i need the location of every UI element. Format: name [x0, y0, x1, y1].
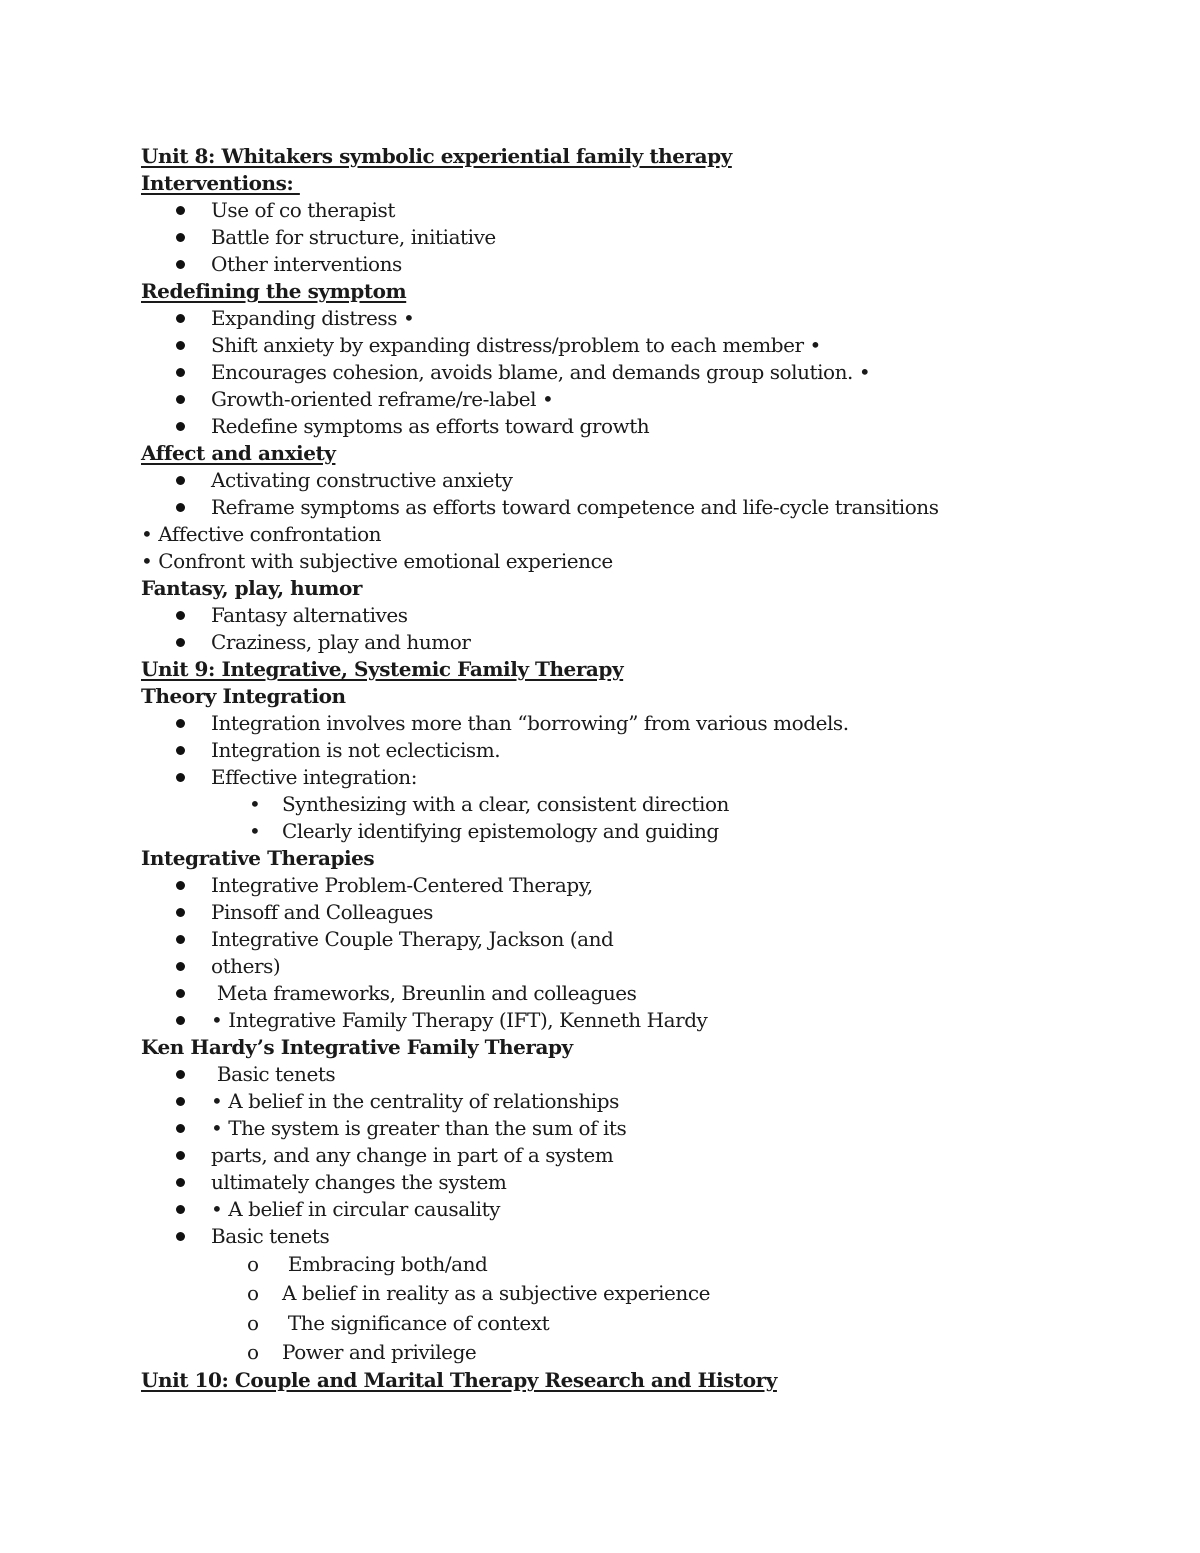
- list-item: Growth-oriented reframe/re-label •: [141, 386, 1141, 413]
- bullet-icon: [176, 1178, 185, 1187]
- list-item: Shift anxiety by expanding distress/problem to each member •: [141, 332, 1141, 359]
- bullet-icon: [176, 1151, 185, 1160]
- bullet-icon: [176, 422, 185, 431]
- bullet-icon: [176, 341, 185, 350]
- plain-line: • Affective confrontation: [141, 522, 382, 546]
- list-item: Activating constructive anxiety: [141, 467, 1141, 494]
- nested-list-item: o Power and privilege: [141, 1338, 1141, 1367]
- bullet-icon: [176, 611, 185, 620]
- bullet-icon: [176, 503, 185, 512]
- nested-list-item: o Embracing both/and: [141, 1250, 1141, 1279]
- small-bullet-icon: •: [249, 819, 261, 843]
- interventions-heading: Interventions:: [141, 171, 300, 195]
- list-item: Integration involves more than “borrowing” from various models.: [141, 710, 1141, 737]
- integrative-therapies-heading: Integrative Therapies: [141, 846, 375, 870]
- bullet-icon: [176, 233, 185, 242]
- bullet-icon: [176, 719, 185, 728]
- list-item: Integrative Couple Therapy, Jackson (and: [141, 926, 1141, 953]
- bullet-icon: [176, 476, 185, 485]
- bullet-icon: [176, 368, 185, 377]
- bullet-icon: [176, 773, 185, 782]
- small-bullet-icon: •: [249, 792, 261, 816]
- list-item: Basic tenets: [141, 1061, 1141, 1088]
- unit-9-heading: Unit 9: Integrative, Systemic Family Therapy: [141, 657, 624, 681]
- list-item: Meta frameworks, Breunlin and colleagues: [141, 980, 1141, 1007]
- bullet-icon: [176, 962, 185, 971]
- list-item: • A belief in circular causality: [141, 1196, 1141, 1223]
- circle-bullet-icon: o: [247, 1281, 259, 1306]
- unit-8-heading: Unit 8: Whitakers symbolic experiential family therapy: [141, 144, 732, 168]
- list-item: Encourages cohesion, avoids blame, and demands group solution. •: [141, 359, 1141, 386]
- circle-bullet-icon: o: [247, 1310, 259, 1335]
- bullet-icon: [176, 746, 185, 755]
- bullet-icon: [176, 1016, 185, 1025]
- bullet-icon: [176, 206, 185, 215]
- bullet-icon: [176, 260, 185, 269]
- nested-list-item: • Synthesizing with a clear, consistent direction: [249, 792, 729, 816]
- list-item: Pinsoff and Colleagues: [141, 899, 1141, 926]
- list-item: Effective integration:: [141, 764, 1141, 791]
- bullet-icon: [176, 314, 185, 323]
- list-item: Expanding distress •: [141, 305, 1141, 332]
- circle-bullet-icon: o: [247, 1252, 259, 1276]
- unit-10-heading: Unit 10: Couple and Marital Therapy Research and History: [141, 1368, 777, 1393]
- theory-integration-heading: Theory Integration: [141, 684, 346, 708]
- list-item: Craziness, play and humor: [141, 629, 1141, 656]
- bullet-icon: [176, 1232, 185, 1241]
- list-item: Basic tenets: [141, 1223, 1141, 1250]
- ken-hardy-heading: Ken Hardy’s Integrative Family Therapy: [141, 1035, 573, 1059]
- list-item: Fantasy alternatives: [141, 602, 1141, 629]
- list-item: others): [141, 953, 1141, 980]
- list-item: • Integrative Family Therapy (IFT), Kenneth Hardy: [141, 1007, 1141, 1034]
- list-item: Use of co therapist: [141, 197, 1141, 224]
- list-item: Redefine symptoms as efforts toward growth: [141, 413, 1141, 440]
- bullet-icon: [176, 908, 185, 917]
- document-page: [141, 143, 1141, 1394]
- list-item: parts, and any change in part of a system: [141, 1142, 1141, 1169]
- list-item: • The system is greater than the sum of its: [141, 1115, 1141, 1142]
- bullet-icon: [176, 395, 185, 404]
- list-item: Reframe symptoms as efforts toward competence and life-cycle transitions: [141, 494, 1141, 521]
- circle-bullet-icon: o: [247, 1339, 259, 1364]
- nested-list-item: • Clearly identifying epistemology and guiding: [249, 819, 719, 843]
- bullet-icon: [176, 1205, 185, 1214]
- bullet-icon: [176, 1070, 185, 1079]
- list-item: Other interventions: [141, 251, 1141, 278]
- bullet-icon: [176, 881, 185, 890]
- bullet-icon: [176, 1124, 185, 1133]
- bullet-icon: [176, 638, 185, 647]
- fantasy-heading: Fantasy, play, humor: [141, 576, 362, 600]
- bullet-icon: [176, 935, 185, 944]
- bullet-icon: [176, 989, 185, 998]
- list-item: Battle for structure, initiative: [141, 224, 1141, 251]
- list-item: ultimately changes the system: [141, 1169, 1141, 1196]
- nested-list-item: o A belief in reality as a subjective experience: [141, 1279, 1141, 1308]
- plain-line: • Confront with subjective emotional experience: [141, 549, 613, 573]
- bullet-icon: [176, 1097, 185, 1106]
- list-item: • A belief in the centrality of relationships: [141, 1088, 1141, 1115]
- redefining-heading: Redefining the symptom: [141, 279, 407, 303]
- list-item: Integration is not eclecticism.: [141, 737, 1141, 764]
- nested-list-item: o The significance of context: [141, 1309, 1141, 1338]
- affect-heading: Affect and anxiety: [141, 441, 336, 465]
- list-item: Integrative Problem-Centered Therapy,: [141, 872, 1141, 899]
